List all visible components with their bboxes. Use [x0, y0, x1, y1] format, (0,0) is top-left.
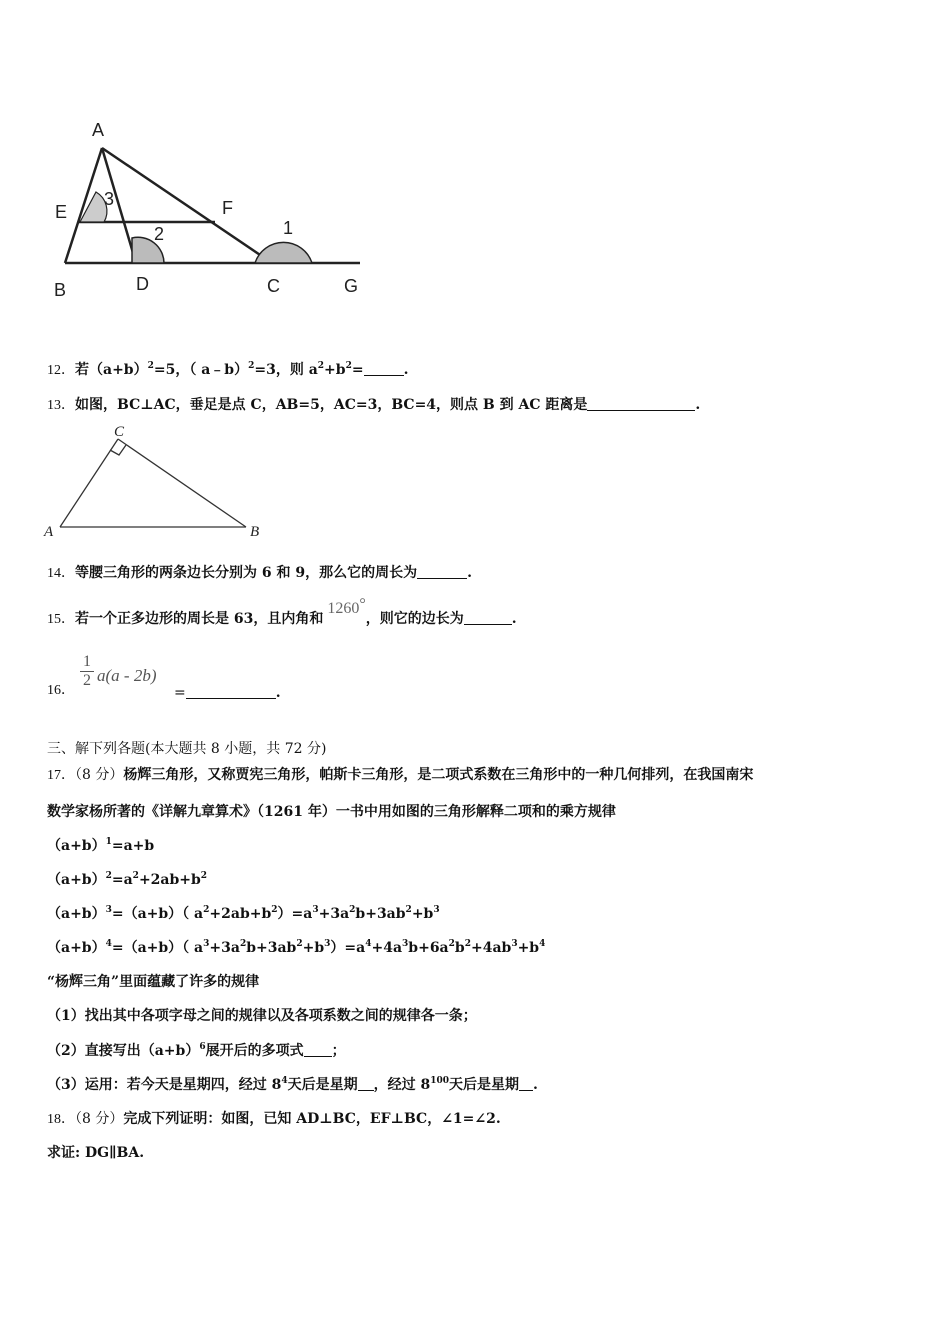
formula-1: $(a+b)^1=a+b$ [47, 837, 155, 854]
label-F: F [222, 198, 233, 218]
question-18-prove: 求证: DG∥BA. [47, 1145, 145, 1161]
label-angle-2: 2 [154, 224, 165, 244]
expression-a-a-minus-2b: a(a - 2b) [97, 666, 157, 685]
label-D: D [136, 274, 149, 294]
question-13: 13．如图，BC⊥AC，垂足是点 C，AB=5，AC=3，BC=4，则点 B 到 AC 距离是 . [47, 397, 701, 413]
question-17-note: “杨辉三角”里面蕴藏了许多的规律 [47, 974, 260, 990]
segment-AC [102, 148, 272, 263]
formula-4: $(a+b)^4=(a+b)$（ $a^3+3a^2b+3ab^2+b^3)=a^4+4a^3b+6a^2b^2+4ab^3+b^4$ [47, 939, 546, 956]
question-18: 18．（8 分）完成下列证明：如图，已知 AD⊥BC，EF⊥BC，∠1=∠2. [47, 1111, 501, 1127]
label-A: A [44, 524, 54, 540]
formula-2: $(a+b)^2=a^2+2ab+b^2$ [47, 871, 208, 888]
question-16-answer: = . [174, 685, 281, 701]
question-17-part-2: （2）直接写出$(a+b)^6$展开后的多项式 ； [47, 1042, 346, 1059]
question-17-intro: 17．（8 分）杨辉三角形，又称贾宪三角形，帕斯卡三角形，是二项式系数在三角形中的一种几何排列，在我国南宋 [47, 767, 754, 783]
label-B: B [54, 280, 67, 300]
label-E: E [55, 202, 68, 222]
answer-blank-15[interactable] [464, 610, 512, 625]
question-12: 12．若$(a+b)^2=5$，（ a﹣b）$^2$=3，则 $a^2+b^2=$ . [47, 361, 409, 378]
question-17-intro-2: 数学家杨所著的《详解九章算术》（1261 年）一书中用如图的三角形解释二项和的乘方规律 [47, 804, 616, 820]
answer-blank-12[interactable] [364, 361, 404, 376]
question-15: 15．若一个正多边形的周长是 63，且内角和1260°，则它的边长为 . [47, 596, 517, 627]
label-G: G [344, 276, 359, 296]
answer-blank-17-3b[interactable] [519, 1076, 533, 1091]
label-angle-3: 3 [104, 189, 115, 209]
label-B: B [250, 524, 260, 540]
label-C: C [267, 276, 280, 296]
question-17-part-3: （3）运用：若今天是星期四，经过 $8^4$天后是星期 ，经过 $8^{100}$天后是星期 . [47, 1076, 538, 1093]
answer-blank-17-2[interactable] [304, 1042, 332, 1057]
angle-1-mark [255, 242, 312, 263]
label-C: C [114, 424, 125, 440]
answer-blank-14[interactable] [417, 564, 467, 579]
formula-3: $(a+b)^3=(a+b)$（ $a^2+2ab+b^2)=a^3+3a^2b+3ab^2+b^3$ [47, 905, 440, 922]
answer-blank-13[interactable] [587, 396, 695, 411]
question-17-part-1: （1）找出其中各项字母之间的规律以及各项系数之间的规律各一条； [47, 1008, 477, 1024]
question-14: 14．等腰三角形的两条边长分别为 6 和 9，那么它的周长为 . [47, 565, 472, 581]
label-angle-1: 1 [283, 218, 294, 238]
figure-triangle-angles [45, 105, 375, 305]
section-3-title: 三、解下列各题(本大题共 8 小题，共 72 分) [47, 741, 327, 757]
label-A: A [92, 120, 105, 140]
answer-blank-17-3a[interactable] [358, 1076, 374, 1091]
figure-right-triangle [40, 420, 270, 542]
fraction-one-half: $\frac{1}{2}$ [80, 653, 94, 690]
question-16-number: 16． [47, 683, 75, 698]
answer-blank-16[interactable] [186, 684, 276, 699]
